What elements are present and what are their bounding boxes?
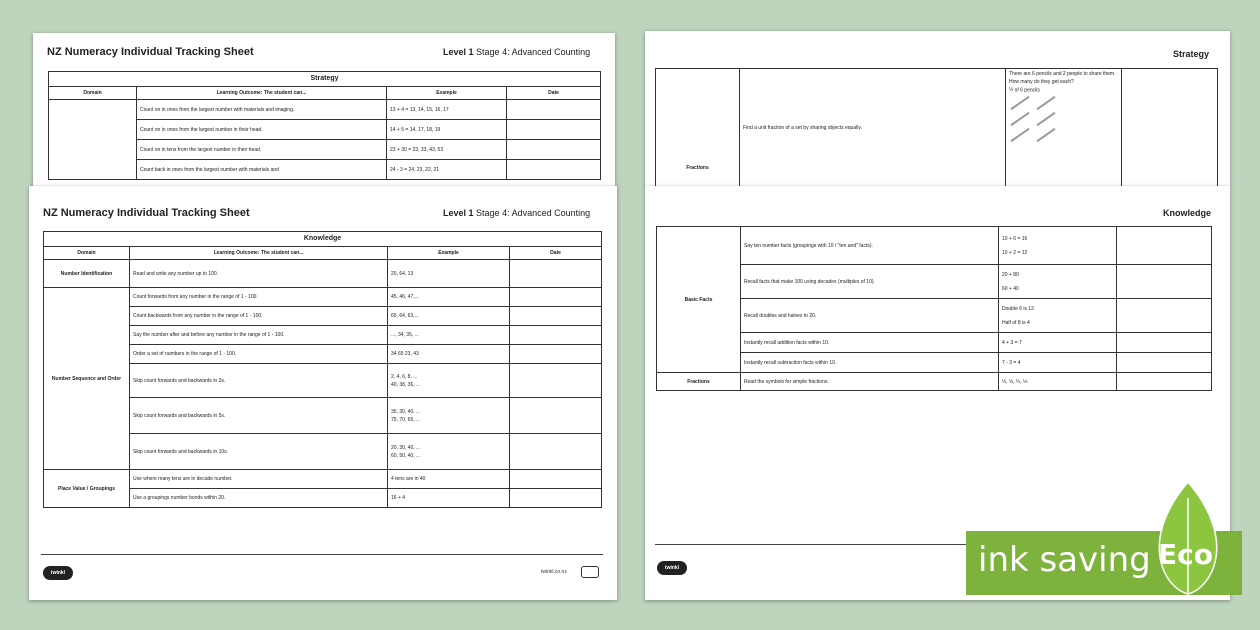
outcome-cell: Skip count forwards and backwards in 10s. (130, 434, 388, 470)
domain-cell: Fractions (657, 373, 741, 391)
example-sub-label: of 6 pencils (1014, 87, 1040, 94)
stage-label: Stage 4: Advanced Counting (476, 47, 591, 57)
back-left-sheet (33, 33, 615, 193)
date-cell[interactable] (1117, 353, 1212, 373)
example-cell: 20, 64, 13 (388, 260, 510, 288)
back-right-sheet (645, 31, 1230, 186)
outcome-cell: Count on in ones from the largest number with materials and imaging. (137, 100, 387, 120)
strategy-table (48, 71, 601, 180)
example-line: 35, 30, 40, ... (391, 408, 421, 415)
outcome-cell: Instantly recall subtraction facts within 10. (741, 353, 999, 373)
basic-facts-table (656, 226, 1212, 391)
example-line: Half of 8 is 4 (1002, 319, 1030, 326)
example-cell: ½, ⅓, ¼, ⅕ (999, 373, 1117, 391)
table-section-title: Knowledge (44, 232, 602, 247)
date-cell[interactable] (507, 140, 601, 160)
outcome-cell: Read and write any number up to 100. (130, 260, 388, 288)
date-cell[interactable] (510, 489, 602, 508)
outcome-cell: Order a set of numbers in the range of 1 - 100. (130, 345, 388, 364)
example-cell: 23 + 30 = 23, 33, 43, 53 (387, 140, 507, 160)
domain-cell (49, 100, 137, 180)
example-cell: 24 - 3 = 24, 23, 22, 21 (387, 160, 507, 180)
outcome-cell: Instantly recall addition facts within 10. (741, 333, 999, 353)
front-left-sheet (29, 186, 617, 600)
date-cell[interactable] (510, 470, 602, 489)
example-cell (999, 299, 1117, 333)
example-cell: 7 - 3 = 4 (999, 353, 1117, 373)
column-header: Learning Outcome: The student can... (137, 87, 387, 100)
date-cell[interactable] (1117, 265, 1212, 299)
example-line: 20, 30, 40, ... (391, 444, 421, 451)
example-cell (1006, 69, 1122, 187)
date-cell[interactable] (1117, 333, 1212, 353)
example-cell: 45, 46, 47,... (388, 288, 510, 307)
section-label: Knowledge (1163, 208, 1212, 218)
fraction-half-icon: ½ (1009, 87, 1014, 93)
example-cell: 14 + 5 = 14, 17, 18, 19 (387, 120, 507, 140)
outcome-cell: Find a unit fraction of a set by sharing objects equally. (740, 69, 1006, 187)
column-header: Domain (49, 87, 137, 100)
date-cell[interactable] (1122, 69, 1218, 187)
date-cell[interactable] (1117, 299, 1212, 333)
example-line: 75, 70, 65, ... (391, 416, 421, 423)
outcome-cell: Say ten number facts (groupings with 10 / "ten and" facts). (741, 227, 999, 265)
example-cell: 34 65 23, 43 (388, 345, 510, 364)
column-header: Learning Outcome: The student can... (130, 247, 388, 260)
pencil-icon (1036, 112, 1055, 126)
example-cell (388, 434, 510, 470)
example-cell (388, 364, 510, 398)
example-subtext (1009, 86, 1118, 94)
outcome-cell: Skip count forwards and backwards in 2s. (130, 364, 388, 398)
column-header: Domain (44, 247, 130, 260)
sheet-level (443, 208, 590, 218)
date-cell[interactable] (510, 326, 602, 345)
date-cell[interactable] (507, 160, 601, 180)
pencil-icon (1010, 128, 1029, 142)
date-cell[interactable] (510, 398, 602, 434)
example-cell (999, 227, 1117, 265)
pencil-icon (1010, 112, 1029, 126)
example-cell: 13 + 4 = 13, 14, 15, 16, 17 (387, 100, 507, 120)
sheet-level (443, 47, 590, 57)
example-cell: 16 + 4 (388, 489, 510, 508)
example-line: 60 + 40 (1002, 285, 1019, 292)
date-cell[interactable] (510, 260, 602, 288)
outcome-cell: Skip count forwards and backwards in 5s. (130, 398, 388, 434)
outcome-cell: Use a groupings number bonds within 20. (130, 489, 388, 508)
domain-cell: Place Value / Groupings (44, 470, 130, 508)
pencil-icon (1036, 128, 1055, 142)
stage-label: Stage 4: Advanced Counting (476, 208, 591, 218)
outcome-cell: Recall facts that make 100 using decades (multiples of 10). (741, 265, 999, 299)
domain-cell: Fractions (656, 69, 740, 187)
sheet-title: NZ Numeracy Individual Tracking Sheet (47, 46, 254, 58)
column-header: Example (388, 247, 510, 260)
sheet-title: NZ Numeracy Individual Tracking Sheet (43, 207, 250, 219)
pencil-icon (1036, 96, 1055, 110)
twinkl-logo: twinkl (43, 566, 73, 580)
level-label: Level 1 (443, 208, 474, 218)
example-cell: ..., 34, 35, ... (388, 326, 510, 345)
pencils-illustration (1009, 97, 1079, 141)
example-line: 20 + 80 (1002, 271, 1019, 278)
example-line: 10 + 2 = 12 (1002, 249, 1028, 256)
date-cell[interactable] (510, 434, 602, 470)
fractions-strategy-table (655, 68, 1218, 186)
page-badge-icon (581, 566, 599, 578)
date-cell[interactable] (507, 100, 601, 120)
example-cell: 4 tens are in 40 (388, 470, 510, 489)
outcome-cell: Recall doubles and halves to 20. (741, 299, 999, 333)
section-label: Strategy (1173, 49, 1210, 59)
date-cell[interactable] (507, 120, 601, 140)
footer-divider (41, 554, 603, 555)
date-cell[interactable] (1117, 373, 1212, 391)
example-cell: 4 + 3 = 7 (999, 333, 1117, 353)
example-line: 2, 4, 6, 8, ... (391, 373, 418, 380)
outcome-cell: Count forwards from any number in the range of 1 - 100. (130, 288, 388, 307)
example-line: 60, 50, 40, ... (391, 452, 421, 459)
date-cell[interactable] (510, 307, 602, 326)
column-header: Date (510, 247, 602, 260)
date-cell[interactable] (510, 288, 602, 307)
outcome-cell: Count back in ones from the largest number with materials and (137, 160, 387, 180)
footer-divider (655, 544, 967, 545)
knowledge-table (43, 231, 602, 508)
footer-url: twinkl.co.nz (541, 569, 567, 575)
outcome-cell: Read the symbols for simple fractions. (741, 373, 999, 391)
outcome-cell: Count backwards from any number in the range of 1 - 100. (130, 307, 388, 326)
column-header: Date (507, 87, 601, 100)
outcome-cell: Say the number after and before any number in the range of 1 - 100. (130, 326, 388, 345)
example-line: 40, 38, 36, ... (391, 381, 421, 388)
table-section-title: Strategy (49, 72, 601, 87)
domain-cell: Basic Facts (657, 227, 741, 373)
outcome-cell: Count on in ones from the largest number in their head. (137, 120, 387, 140)
domain-cell: Number Sequence and Order (44, 288, 130, 470)
example-line: Double 6 is 12 (1002, 305, 1034, 312)
example-text: There are 6 pencils and 2 people to share them. How many do they get each? (1009, 71, 1116, 85)
example-line: 10 + 6 = 16 (1002, 235, 1028, 242)
date-cell[interactable] (510, 364, 602, 398)
outcome-cell: Count on in tens from the largest number in their head. (137, 140, 387, 160)
domain-cell: Number Identification (44, 260, 130, 288)
example-cell (999, 265, 1117, 299)
ink-saving-label: ink saving (978, 540, 1151, 580)
outcome-cell: Use where many tens are in decade number. (130, 470, 388, 489)
twinkl-logo: twinkl (657, 561, 687, 575)
eco-label: Eco (1158, 538, 1213, 571)
level-label: Level 1 (443, 47, 474, 57)
date-cell[interactable] (510, 345, 602, 364)
example-cell (388, 398, 510, 434)
pencil-icon (1010, 96, 1029, 110)
column-header: Example (387, 87, 507, 100)
example-cell: 65, 64, 63,... (388, 307, 510, 326)
date-cell[interactable] (1117, 227, 1212, 265)
